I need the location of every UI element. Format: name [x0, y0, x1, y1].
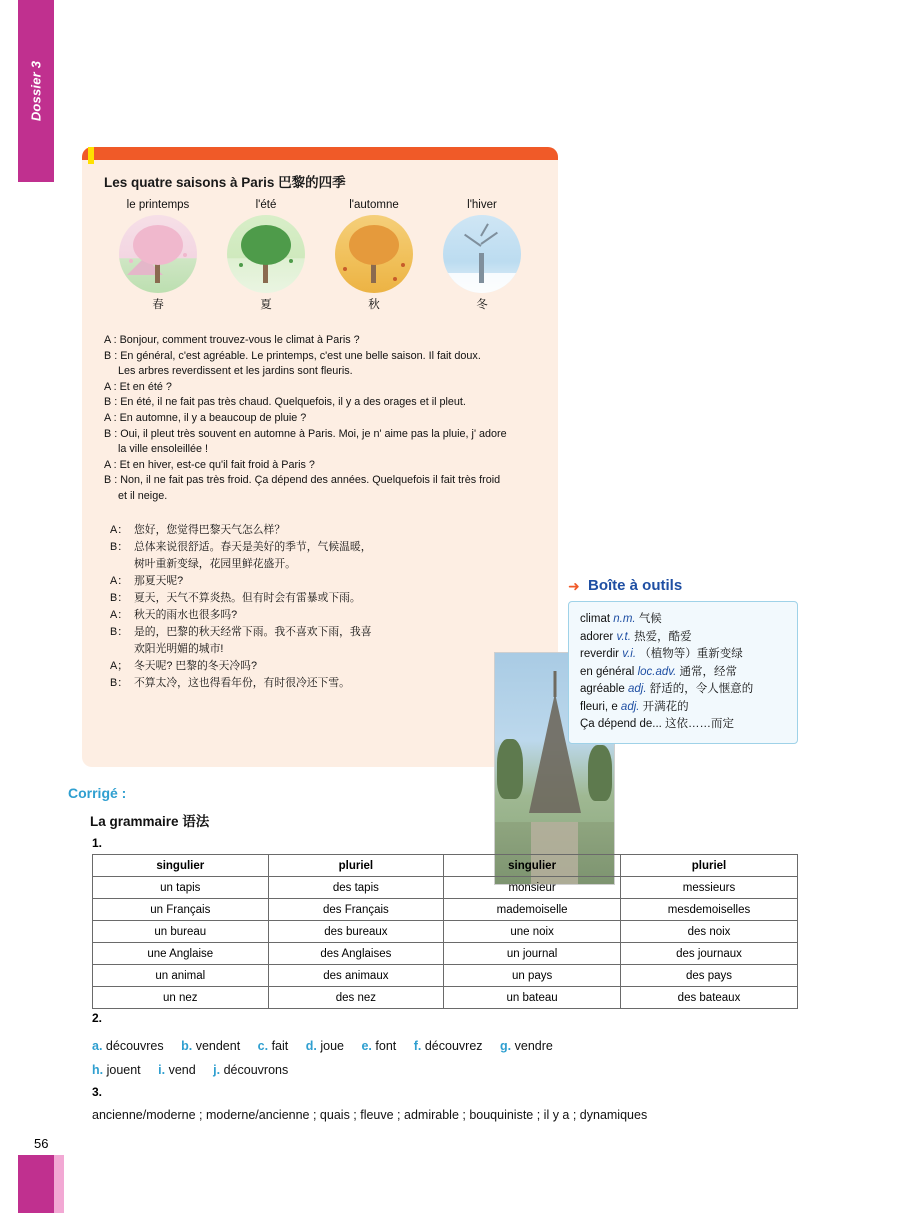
dialogue-french [104, 333, 544, 505]
speaker-text: 不算太冷，这也得看年份，有时很冷还下雪。 [134, 677, 350, 689]
vocab-entry [580, 629, 786, 647]
autumn-tree-icon [335, 215, 413, 293]
dossier-tab-label: Dossier 3 [28, 60, 44, 122]
dialogue-line [110, 539, 430, 556]
dialogue-line: et il neige. [118, 489, 168, 502]
answer-text: vendre [514, 1039, 553, 1053]
dialogue-line [110, 624, 430, 641]
page-number: 56 [34, 1136, 49, 1151]
toolbox-title: Boîte à outils [588, 577, 683, 594]
vocab-word: Ça dépend de... [580, 718, 662, 730]
vocab-word: climat [580, 613, 611, 625]
vocab-pos: v.i. [622, 648, 637, 660]
green-tree-icon [227, 215, 305, 293]
answer-line [92, 1034, 798, 1058]
season-label-cn: 冬 [476, 299, 488, 311]
vocab-word: adorer [580, 630, 614, 643]
speaker-text: 是的，巴黎的秋天经常下雨。我不喜欢下雨，我喜 [134, 626, 372, 638]
dialogue-line: B : Non, il ne fait pas très froid. Ça dépend des années. Quelquefois il fait très froid [104, 474, 501, 487]
answer-label: d. [305, 1039, 317, 1053]
table-cell: une Anglaise [93, 943, 269, 965]
dialogue-line: B : En général, c'est agréable. Le printemps, c'est une belle saison. Il fait doux. [104, 349, 481, 362]
table-cell: des bateaux [621, 987, 798, 1009]
column-header: singulier [93, 855, 269, 877]
vocab-pos: n.m. [613, 613, 636, 625]
season-label-fr: l'hiver [467, 199, 497, 211]
column-header: singulier [444, 855, 621, 877]
answer-text: découvrons [223, 1063, 289, 1077]
dialogue-line: A : En automne, il y a beaucoup de pluie ? [104, 411, 307, 424]
speaker-text: 秋天的雨水也很多吗? [134, 609, 238, 621]
cherry-blossom-tree-icon [119, 215, 197, 293]
vocab-word: en général [580, 665, 635, 678]
answer-label: j. [213, 1063, 221, 1077]
dialogue-line [110, 658, 430, 675]
table-row [93, 987, 798, 1009]
table-cell: un Français [93, 899, 269, 921]
table-cell: monsieur [444, 877, 621, 899]
vocab-pos: adj. [627, 683, 647, 695]
answer-label: g. [500, 1039, 512, 1053]
vocab-word: agréable [580, 683, 625, 695]
dialogue-line [110, 522, 430, 539]
table-cell: des noix [621, 921, 798, 943]
lesson-box [82, 147, 558, 767]
table-cell: un animal [93, 965, 269, 987]
answer-label: h. [92, 1063, 104, 1077]
speaker-label [110, 556, 134, 573]
grammar-section-title: La grammaire 语法 [90, 814, 210, 829]
lesson-box-yellow-marker [88, 147, 94, 164]
answer-label: i. [158, 1063, 166, 1077]
table-cell: un bureau [93, 921, 269, 943]
answer-text: jouent [106, 1063, 141, 1077]
vocab-entry [580, 664, 786, 682]
vocab-gloss: 通常，经常 [679, 665, 738, 678]
answer-label: a. [92, 1039, 103, 1053]
table-cell: des Français [268, 899, 444, 921]
table-header-row [93, 855, 798, 877]
season-label-fr: l'automne [349, 199, 399, 211]
season-label-fr: l'été [255, 199, 277, 211]
season-label-cn: 夏 [260, 299, 272, 311]
vocab-gloss: 热爱，酷爱 [634, 630, 692, 643]
table-cell: des Anglaises [268, 943, 444, 965]
speaker-text: 欢阳光明媚的城市! [134, 643, 224, 655]
column-header: pluriel [621, 855, 798, 877]
exercise-2-answers [92, 1034, 798, 1082]
dialogue-line [110, 556, 430, 573]
exercise-2-number: 2. [92, 1011, 103, 1025]
bottom-margin-tab-accent [54, 1155, 64, 1213]
vocab-entry [580, 681, 786, 699]
dialogue-line: A : Et en été ? [104, 380, 172, 393]
answer-label: f. [413, 1039, 422, 1053]
dialogue-chinese [110, 522, 430, 692]
season-label-fr: le printemps [126, 199, 190, 211]
answer-text: vend [168, 1063, 196, 1077]
vocab-pos: v.t. [616, 630, 631, 643]
exercise-3-answers: ancienne/moderne ; moderne/ancienne ; quais ; fleuve ; admirable ; bouquiniste ; il y a ; dynamiques [92, 1108, 648, 1122]
speaker-label: B： [110, 677, 128, 689]
vocab-gloss: 气候 [638, 613, 662, 625]
table-cell: mademoiselle [444, 899, 621, 921]
toolbox-panel [568, 601, 798, 744]
vocab-entry [580, 611, 786, 629]
table-cell: un tapis [93, 877, 269, 899]
answer-text: font [375, 1039, 397, 1053]
vocab-gloss: 这依……而定 [665, 718, 735, 730]
seasons-row [104, 199, 534, 321]
season-autumn [320, 199, 428, 312]
season-winter [428, 199, 536, 312]
table-cell: des pays [621, 965, 798, 987]
dialogue-line [110, 573, 430, 590]
speaker-text: 树叶重新变绿，花园里鲜花盛开。 [134, 558, 296, 570]
answer-text: découvrez [424, 1039, 483, 1053]
bottom-margin-tab [18, 1155, 54, 1213]
exercise-3-number: 3. [92, 1085, 103, 1099]
table-cell: une noix [444, 921, 621, 943]
table-row [93, 899, 798, 921]
vocab-pos: loc.adv. [637, 665, 677, 678]
lesson-box-top-bar [82, 147, 558, 160]
speaker-label: B： [110, 541, 128, 553]
vocab-word: reverdir [580, 648, 619, 660]
table-cell: des animaux [268, 965, 444, 987]
vocab-gloss: （植物等）重新变绿 [639, 648, 743, 660]
answer-text: joue [320, 1039, 344, 1053]
speaker-text: 冬天呢? 巴黎的冬天冷吗? [134, 660, 257, 672]
dialogue-line [110, 590, 430, 607]
speaker-text: 您好，您觉得巴黎天气怎么样？ [134, 524, 286, 536]
plural-forms-table [92, 854, 798, 1009]
season-label-cn: 秋 [368, 299, 380, 311]
speaker-text: 那夏天呢? [134, 575, 184, 587]
bare-winter-tree-icon [443, 215, 521, 293]
vocab-entry [580, 716, 786, 734]
speaker-label: A： [110, 524, 128, 536]
dialogue-line: A : Bonjour, comment trouvez-vous le climat à Paris ? [104, 334, 360, 346]
table-cell: messieurs [621, 877, 798, 899]
table-cell: des bureaux [268, 921, 444, 943]
dialogue-line: Les arbres reverdissent et les jardins sont fleuris. [118, 365, 353, 378]
table-row [93, 943, 798, 965]
season-summer [212, 199, 320, 312]
vocab-entry [580, 699, 786, 717]
speaker-label: A； [110, 660, 128, 672]
vocab-gloss: 舒适的，令人惬意的 [649, 683, 754, 695]
dialogue-line: B : Oui, il pleut très souvent en automne à Paris. Moi, je n' aime pas la pluie, j' adore [104, 427, 507, 440]
table-row [93, 877, 798, 899]
vocab-pos: adj. [620, 700, 640, 713]
dialogue-line [110, 675, 430, 692]
speaker-label [110, 641, 134, 658]
arrow-right-icon: ➜ [568, 578, 580, 594]
answer-line [92, 1058, 798, 1082]
vocab-gloss: 开满花的 [642, 700, 689, 713]
table-row [93, 965, 798, 987]
vocab-entry [580, 646, 786, 664]
speaker-label: A： [110, 575, 128, 587]
lesson-title: Les quatre saisons à Paris 巴黎的四季 [104, 175, 346, 190]
dialogue-line [110, 607, 430, 624]
dialogue-line [110, 641, 430, 658]
table-cell: mesdemoiselles [621, 899, 798, 921]
table-cell: des nez [268, 987, 444, 1009]
answer-label: e. [361, 1039, 372, 1053]
answer-text: fait [271, 1039, 289, 1053]
speaker-text: 夏天，天气不算炎热。但有时会有雷暴或下雨。 [134, 592, 361, 604]
table-cell: un nez [93, 987, 269, 1009]
vocab-word: fleuri, e [580, 700, 618, 713]
corrige-heading: Corrigé : [68, 785, 127, 801]
exercise-1-number: 1. [92, 836, 103, 850]
dialogue-line: la ville ensoleillée ! [118, 443, 209, 456]
speaker-label: A： [110, 609, 128, 621]
table-cell: un pays [444, 965, 621, 987]
season-spring [104, 199, 212, 312]
season-label-cn: 春 [152, 299, 164, 311]
answer-label: c. [257, 1039, 269, 1053]
table-row [93, 921, 798, 943]
table-cell: un journal [444, 943, 621, 965]
answer-label: b. [181, 1039, 193, 1053]
speaker-label: B： [110, 592, 128, 604]
column-header: pluriel [268, 855, 444, 877]
speaker-text: 总体来说很舒适。春天是美好的季节，气候温暖， [134, 541, 372, 553]
answer-text: découvres [105, 1039, 164, 1053]
answer-text: vendent [195, 1039, 241, 1053]
table-cell: un bateau [444, 987, 621, 1009]
speaker-label: B： [110, 626, 128, 638]
dossier-tab [18, 0, 54, 182]
table-cell: des tapis [268, 877, 444, 899]
dialogue-line: B : En été, il ne fait pas très chaud. Quelquefois, il y a des orages et il pleut. [104, 396, 466, 409]
table-cell: des journaux [621, 943, 798, 965]
dialogue-line: A : Et en hiver, est-ce qu'il fait froid à Paris ? [104, 458, 315, 471]
